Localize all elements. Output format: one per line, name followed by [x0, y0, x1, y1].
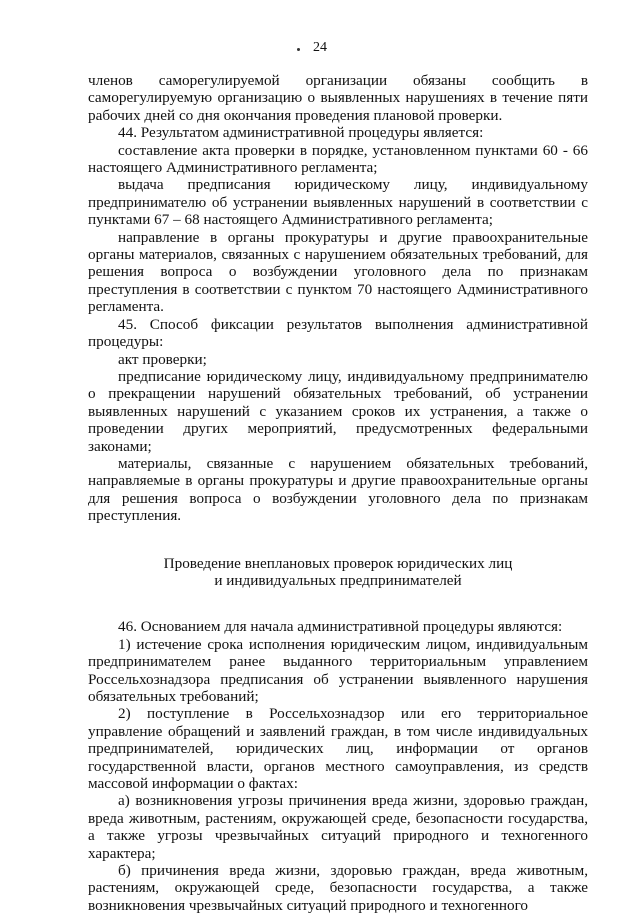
- paragraph-44-item-order: выдача предписания юридическому лицу, индивидуальному предпринимателю об устранении выявленных нарушений в соответствии с пунктами 67 – 68 настоящего Административного регламента;: [88, 176, 588, 229]
- document-body: [88, 72, 588, 914]
- page-number: 24: [313, 40, 327, 55]
- paragraph-46-item-1: 1) истечение срока исполнения юридическим лицом, индивидуальным предпринимателем ранее выданного территориальным управлением Россельхознадзора предписания об устранении выявленного нарушения обязательных требований;: [88, 635, 588, 705]
- paragraph-46-item-2a: а) возникновения угрозы причинения вреда жизни, здоровью граждан, вреда животным, растениям, окружающей среде, безопасности государства, а также угрозы чрезвычайных ситуаций природного и техногенного характера;: [88, 792, 588, 862]
- paragraph-45-item-order: предписание юридическому лицу, индивидуальному предпринимателю о прекращении нарушений обязательных требований, об устранении выявленных нарушений с указанием сроков их устранения, а также о проведении других мероприятий, предусмотренных федеральными законами;: [88, 367, 588, 455]
- paragraph-44-item-prosecutor: направление в органы прокуратуры и другие правоохранительные органы материалов, связанных с нарушением обязательных требований, для решения вопроса о возбуждении уголовного дела по признакам преступления в соответствии с пунктом 70 настоящего Административного регламента.: [88, 228, 588, 316]
- paragraph-46-item-2: 2) поступление в Россельхознадзор или его территориальное управление обращений и заявлений граждан, в том числе индивидуальных предпринимателей, юридических лиц, информации от органов государственной власти, органов местного самоуправления, из средств массовой информации о фактах:: [88, 705, 588, 793]
- section-heading: [88, 555, 588, 590]
- paragraph-45-item-materials: материалы, связанные с нарушением обязательных требований, направляемые в органы прокуратуры и другие правоохранительные органы для решения вопроса о возбуждении уголовного дела по признакам преступления.: [88, 454, 588, 525]
- section-heading-line-2: и индивидуальных предпринимателей: [214, 571, 462, 589]
- paragraph-continuation: членов саморегулируемой организации обязаны сообщить в саморегулируемую организацию о выявленных нарушениях в течение пяти рабочих дней со дня окончания проведения плановой проверки.: [88, 72, 588, 124]
- paragraph-44: 44. Результатом административной процедуры является:: [118, 124, 484, 142]
- section-heading-line-1: Проведение внеплановых проверок юридических лиц: [163, 554, 513, 572]
- paragraph-44-item-act: составление акта проверки в порядке, установленном пунктами 60 - 66 настоящего Административного регламента;: [88, 141, 588, 177]
- paragraph-46-item-2b: б) причинения вреда жизни, здоровью граждан, вреда животным, растениям, окружающей среде, безопасности государства, а также возникновения чрезвычайных ситуаций природного и техногенного: [88, 862, 588, 914]
- paragraph-45-item-act: акт проверки;: [118, 350, 207, 368]
- paragraph-45: 45. Способ фиксации результатов выполнения административной процедуры:: [88, 315, 588, 351]
- paragraph-46: 46. Основанием для начала административной процедуры являются:: [118, 618, 563, 636]
- scan-speck: [297, 48, 300, 51]
